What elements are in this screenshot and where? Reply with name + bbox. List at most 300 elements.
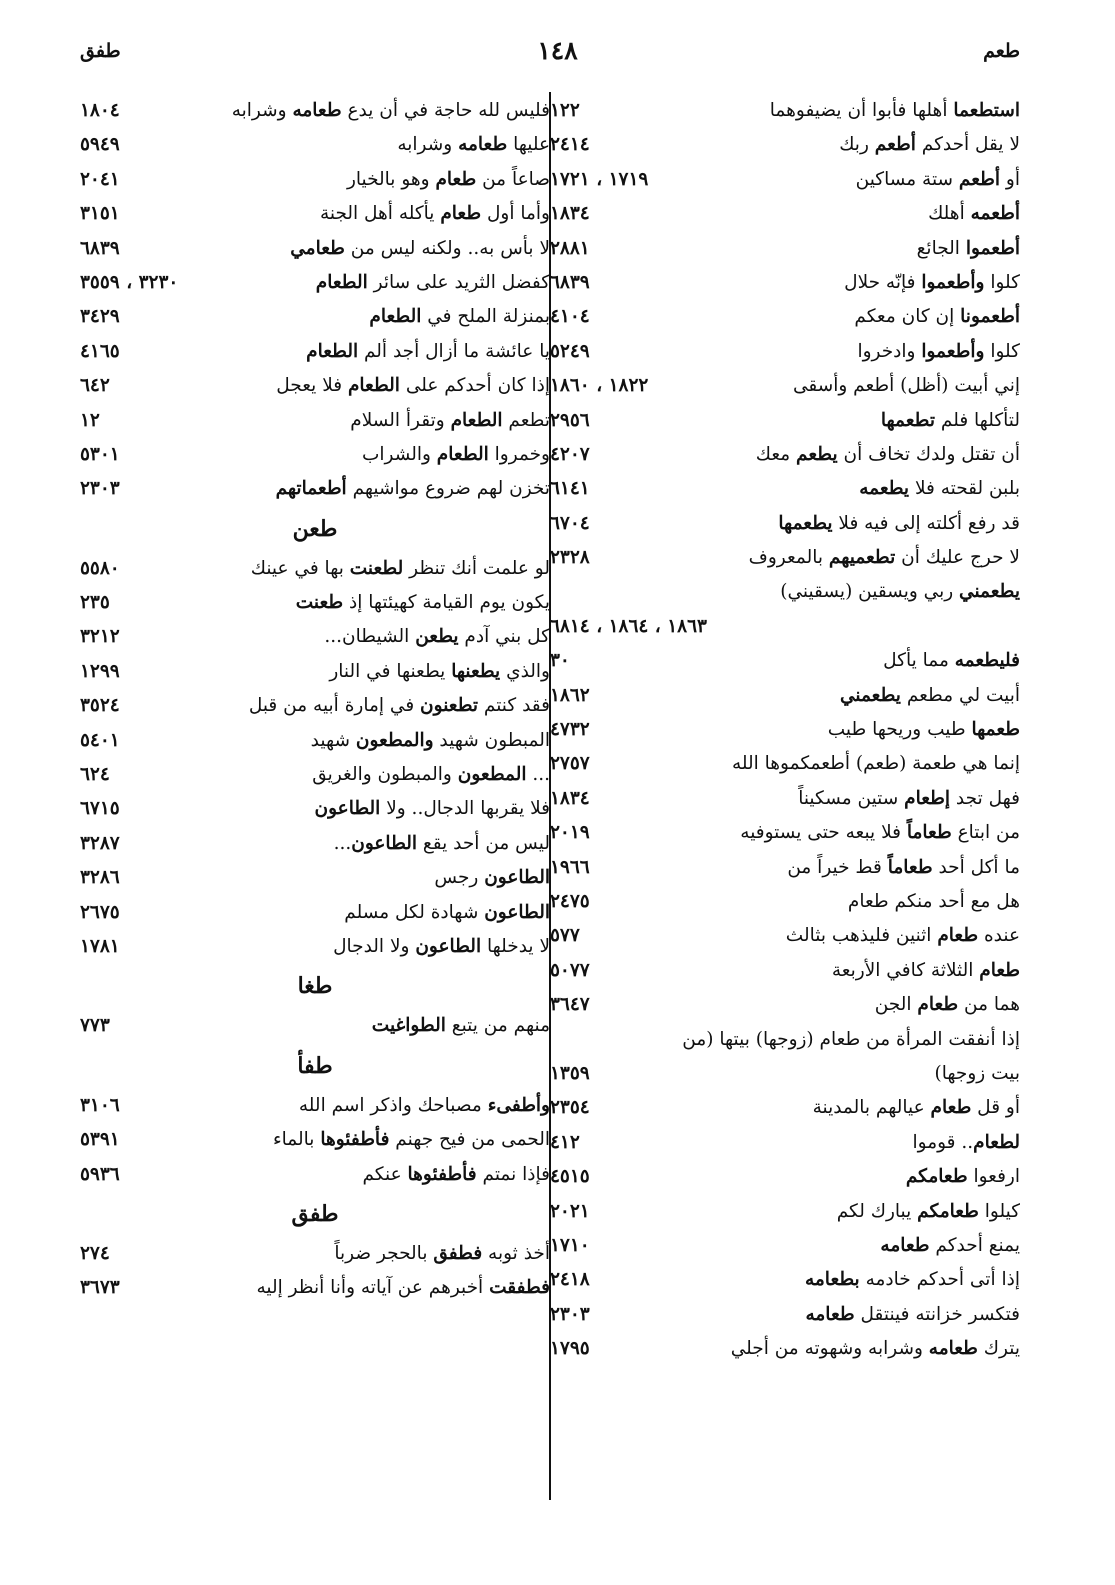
hadith-number: ٥٠٧٧	[550, 959, 590, 981]
entry-text	[856, 163, 1020, 197]
index-entry	[550, 747, 1020, 781]
index-entry	[550, 1229, 1020, 1263]
hadith-number: ١٧٩٥	[550, 1338, 590, 1360]
entry-text	[251, 552, 550, 586]
text-fragment: مما يأكل	[883, 650, 955, 672]
text-fragment: المبطون شهيد	[433, 729, 550, 751]
index-entry	[80, 128, 550, 162]
index-entry	[550, 919, 1020, 953]
index-entry	[80, 369, 550, 403]
index-entry	[80, 1123, 550, 1157]
keyword-highlight: فأطفئوها	[320, 1129, 390, 1151]
hadith-number: ٤١٠٤	[550, 306, 590, 328]
keyword-highlight: فطفقت	[489, 1277, 550, 1299]
text-fragment: عنده	[978, 925, 1020, 947]
entry-text	[434, 861, 550, 895]
keyword-highlight: فأطفئوها	[407, 1163, 477, 1185]
index-entry	[80, 404, 550, 438]
hadith-number: ٣٦٤٧	[550, 994, 590, 1016]
hadith-number: ١٨٠٤	[80, 100, 120, 121]
text-fragment: يمنع أحدكم	[929, 1234, 1020, 1256]
entry-text	[299, 1089, 550, 1123]
text-fragment: أو قل	[971, 1097, 1020, 1119]
text-fragment: بالماء	[272, 1129, 321, 1151]
text-fragment: فلا يبعه حتى يستوفيه	[740, 822, 907, 844]
entry-text	[778, 507, 1020, 541]
index-entry	[80, 896, 550, 930]
index-entry	[80, 586, 550, 620]
entry-text	[372, 1009, 550, 1043]
entry-text	[793, 369, 1020, 403]
keyword-highlight: طعام	[979, 959, 1020, 981]
hadith-number: ٣١٥١	[80, 203, 120, 225]
hadith-number: ٢٦٧٥	[80, 901, 120, 923]
text-fragment: ربي ويسقين (يسقيني)	[780, 581, 960, 603]
hadith-number: ٣٢٨٦	[80, 867, 120, 889]
index-entry	[550, 644, 1020, 678]
text-fragment: تخزن لهم ضروع مواشيهم	[346, 478, 550, 500]
keyword-highlight: الطعام	[450, 409, 503, 431]
keyword-highlight: يطعم	[796, 443, 838, 465]
entry-text	[731, 1332, 1020, 1366]
text-fragment: ما أكل أحد	[932, 856, 1020, 878]
keyword-highlight: المطعون	[457, 764, 527, 786]
text-fragment: لتأكلها فلم	[935, 409, 1020, 431]
entry-text	[397, 128, 550, 162]
hadith-number: ١٣٥٩	[550, 1062, 590, 1084]
hadith-number: ٢٧٥٧	[550, 753, 590, 775]
text-fragment: فليس لله حاجة في أن يدع	[341, 100, 550, 121]
keyword-highlight: طعام	[440, 203, 482, 225]
index-entry	[80, 827, 550, 861]
index-entry	[80, 689, 550, 723]
text-fragment: بيت زوجها)	[934, 1062, 1020, 1084]
hadith-number: ٥٩٤٩	[80, 134, 120, 156]
text-fragment: طيب وريحها طيب	[827, 719, 972, 741]
hadith-number: ٦٢٤	[80, 764, 110, 786]
index-entry	[550, 232, 1020, 266]
text-fragment: بها في عينك	[250, 557, 350, 579]
index-entry	[80, 792, 550, 826]
keyword-highlight: بطعامه	[804, 1269, 860, 1291]
text-fragment: ارفعوا	[967, 1166, 1020, 1188]
keyword-highlight: فطفق	[433, 1242, 483, 1264]
text-fragment: لا يقل أحدكم	[915, 134, 1020, 156]
root-heading: طفق	[291, 1200, 339, 1227]
entry-text	[786, 919, 1020, 953]
text-fragment: الحمى من فيح جهنم	[389, 1129, 550, 1151]
entry-text	[350, 404, 550, 438]
text-fragment: يكون يوم القيامة كهيئتها إذ	[343, 592, 550, 614]
hadith-number: ١٧١٩ ، ١٧٢١	[550, 168, 649, 190]
text-fragment: وتقرأ السلام	[350, 409, 451, 431]
text-fragment: لا حرج عليك أن	[895, 547, 1020, 569]
text-fragment: فقد كنتم	[478, 695, 550, 717]
hadith-number: ١٨٦٣ ، ١٨٦٤ ، ٦٨١٤	[550, 615, 707, 637]
left-column	[80, 94, 550, 1306]
text-fragment: لا يدخلها	[481, 935, 550, 957]
hadith-number: ٢٣٠٣	[80, 478, 120, 500]
index-entry	[550, 954, 1020, 988]
hadith-number: ٤٧٣٢	[550, 719, 590, 741]
keyword-highlight: تطعنون	[420, 695, 479, 717]
entry-text	[828, 713, 1020, 747]
keyword-highlight: طعامي	[290, 237, 345, 259]
index-entry	[550, 541, 1020, 575]
hadith-number: ١٨٣٤	[550, 787, 590, 809]
hadith-number: ١٨٣٤	[550, 203, 590, 225]
entry-text	[780, 575, 1020, 609]
index-entry	[550, 163, 1020, 197]
index-entry	[550, 1195, 1020, 1229]
keyword-highlight: يطعنها	[451, 660, 501, 682]
text-fragment: فإنّه حلال	[844, 271, 922, 293]
index-entry	[550, 1160, 1020, 1194]
entry-text	[756, 438, 1020, 472]
hadith-number: ٤١٦٥	[80, 340, 120, 362]
text-fragment: والمبطون والغريق	[312, 764, 458, 786]
entry-text	[256, 1271, 550, 1305]
text-fragment: تطعم	[502, 409, 550, 431]
text-fragment: كلوا	[984, 271, 1020, 293]
keyword-highlight: طعامكم	[905, 1166, 968, 1188]
text-fragment: وشرابه	[231, 100, 293, 121]
text-fragment: إذا كان أحدكم على	[399, 375, 550, 397]
text-fragment: لا بأس به.. ولكنه ليس من	[344, 237, 550, 259]
hadith-number: ٦٤٢	[80, 375, 110, 397]
hadith-number: ٦١٤١	[550, 478, 590, 500]
keyword-highlight: فليطعمه	[954, 650, 1020, 672]
entry-text	[832, 954, 1020, 988]
index-entry	[550, 1023, 1020, 1057]
text-fragment: صاعاً من	[476, 168, 550, 190]
keyword-highlight: الطاعون	[314, 798, 381, 820]
hadith-number: ٣٤٢٩	[80, 306, 120, 328]
text-fragment: ...	[526, 764, 550, 786]
text-fragment: فلا يقربها الدجال.. ولا	[380, 798, 550, 820]
text-fragment: أهلك	[928, 203, 971, 225]
keyword-highlight: طعام	[435, 168, 477, 190]
root-heading: طغا	[297, 973, 333, 1000]
text-fragment: ربك	[839, 134, 875, 156]
hadith-number: ٢٣٥	[80, 592, 110, 614]
text-fragment: شهادة لكل مسلم	[344, 901, 485, 923]
entry-text	[875, 988, 1020, 1022]
text-fragment: إني أبيت (أظل) أطعم وأسقى	[792, 375, 1020, 397]
entry-text	[857, 335, 1020, 369]
hadith-number: ٢٧٤	[80, 1242, 110, 1264]
text-fragment: مصباحك واذكر اسم الله	[298, 1094, 488, 1116]
hadith-number: ٣١٠٦	[80, 1094, 120, 1116]
text-fragment: ولا الدجال	[333, 935, 416, 957]
entry-text	[913, 1126, 1020, 1160]
entry-text	[334, 1237, 550, 1271]
entry-text	[232, 94, 550, 128]
root-heading: طفأ	[297, 1052, 333, 1079]
text-fragment: يأكله أهل الجنة	[319, 203, 441, 225]
text-fragment: يطعنها في النار	[329, 660, 452, 682]
keyword-highlight: أطعموا	[965, 237, 1020, 259]
entry-text	[316, 266, 550, 300]
entry-text	[837, 1195, 1020, 1229]
hadith-number: ٥٧٧	[550, 925, 580, 947]
index-entry	[550, 369, 1020, 403]
hadith-number: ١٢٩٩	[80, 660, 120, 682]
entry-text	[740, 816, 1020, 850]
keyword-highlight: يطعن	[415, 626, 459, 648]
header-last-root-word: طفق	[80, 40, 121, 62]
hadith-number: ٢٩٥٦	[550, 409, 590, 431]
index-entry	[80, 552, 550, 586]
keyword-highlight: الطعام	[306, 340, 359, 362]
text-fragment: منهم من يتبع	[445, 1015, 550, 1037]
keyword-highlight: الطعام	[347, 375, 400, 397]
text-fragment: عيالهم بالمدينة	[812, 1097, 931, 1119]
keyword-highlight: وأطعموا	[921, 340, 985, 362]
keyword-highlight: يطعمني	[959, 581, 1020, 603]
keyword-highlight: أطعماتهم	[275, 478, 347, 500]
text-fragment: قط خيراً من	[787, 856, 888, 878]
index-entry	[80, 1158, 550, 1192]
text-fragment: الشيطان...	[324, 626, 416, 648]
index-entry	[80, 472, 550, 506]
index-entry	[550, 988, 1020, 1022]
index-entry	[80, 930, 550, 964]
hadith-number: ٥٣٠١	[80, 443, 120, 465]
hadith-number: ٦٨٣٩	[550, 271, 590, 293]
text-fragment: إن كان معكم	[854, 306, 961, 328]
entry-text	[787, 851, 1020, 885]
keyword-highlight: لطعنت	[349, 557, 404, 579]
index-entry	[550, 679, 1020, 713]
index-entry	[550, 782, 1020, 816]
hadith-number: ٢٨٨١	[550, 237, 590, 259]
keyword-highlight: الطعام	[369, 306, 422, 328]
keyword-highlight: طعام	[937, 925, 979, 947]
keyword-highlight: طعنت	[295, 592, 344, 614]
index-entry	[550, 610, 1020, 644]
entry-text	[362, 438, 550, 472]
index-entry	[80, 620, 550, 654]
keyword-highlight: طعمها	[971, 719, 1020, 741]
hadith-number: ٥٢٤٩	[550, 340, 590, 362]
hadith-number: ٣٢٨٧	[80, 832, 120, 854]
hadith-number: ٢٤١٤	[550, 134, 590, 156]
hadith-number: ٣٥٢٤	[80, 695, 120, 717]
index-entry	[550, 851, 1020, 885]
page-number: ١٤٨	[537, 36, 578, 65]
text-fragment: يا عائشة ما أزال أجد ألم	[358, 340, 550, 362]
keyword-highlight: الطواغيت	[371, 1015, 446, 1037]
keyword-highlight: تطعمها	[880, 409, 935, 431]
text-fragment: وشرابه	[397, 134, 459, 156]
text-fragment: هل مع أحد منكم طعام	[847, 890, 1020, 912]
hadith-number: ٦٧٠٤	[550, 512, 590, 534]
hadith-number: ٢٠٢١	[550, 1200, 590, 1222]
hadith-number: ٥٥٨٠	[80, 557, 120, 579]
keyword-highlight: طعام	[917, 994, 959, 1016]
hadith-number: ١٧١٠	[550, 1234, 590, 1256]
index-entry	[550, 1263, 1020, 1297]
index-entry	[550, 1091, 1020, 1125]
index-entry	[550, 197, 1020, 231]
index-entry	[550, 1298, 1020, 1332]
text-fragment: إذا أتى أحدكم خادمه	[859, 1269, 1020, 1291]
keyword-highlight: وأطفىء	[487, 1094, 550, 1116]
entry-text	[732, 747, 1020, 781]
text-fragment: الجائع	[916, 237, 966, 259]
entry-text	[333, 930, 550, 964]
index-entry	[550, 575, 1020, 609]
entry-text	[881, 404, 1020, 438]
keyword-highlight: أطعم	[958, 168, 1001, 190]
entry-text	[306, 335, 550, 369]
index-entry	[80, 438, 550, 472]
text-fragment: بالمعروف	[748, 547, 829, 569]
text-fragment: يبارك لكم	[836, 1200, 918, 1222]
hadith-number: ١٧٨١	[80, 935, 120, 957]
text-fragment: إنما هي طعمة (طعم) أطعمكموها الله	[731, 753, 1020, 775]
text-fragment: بلبن لقحته فلا	[909, 478, 1020, 500]
index-entry	[80, 724, 550, 758]
entry-text	[848, 885, 1020, 919]
entry-text	[363, 1158, 551, 1192]
text-fragment: وادخروا	[857, 340, 922, 362]
entry-text	[880, 1229, 1020, 1263]
index-entry	[550, 266, 1020, 300]
keyword-highlight: أطعمه	[970, 203, 1020, 225]
entry-text	[276, 472, 550, 506]
text-fragment: أن تقتل ولدك تخاف أن	[837, 443, 1020, 465]
text-fragment: أو	[1000, 168, 1020, 190]
hadith-number: ٢٣٢٨	[550, 547, 590, 569]
entry-text	[854, 300, 1020, 334]
text-fragment: الثلاثة كافي الأربعة	[831, 959, 980, 981]
hadith-number: ٧٧٣	[80, 1015, 110, 1037]
entry-text	[311, 724, 550, 758]
hadith-number: ٢٤١٨	[550, 1269, 590, 1291]
index-entry	[80, 232, 550, 266]
keyword-highlight: الطعام	[315, 271, 368, 293]
entry-text	[749, 541, 1020, 575]
right-column	[550, 94, 1020, 1366]
entry-text	[329, 655, 550, 689]
index-entry	[80, 655, 550, 689]
entry-text	[249, 689, 550, 723]
keyword-highlight: الطاعون	[484, 901, 550, 923]
index-entry	[550, 507, 1020, 541]
hadith-number: ٣٠	[550, 650, 570, 672]
text-fragment: .. قوموا	[912, 1131, 974, 1153]
index-entry	[80, 266, 550, 300]
index-entry	[550, 438, 1020, 472]
hadith-number: ٣٢١٢	[80, 626, 120, 648]
index-entry	[550, 128, 1020, 162]
entry-text	[906, 1160, 1020, 1194]
hadith-number: ٦٨٣٩	[80, 237, 120, 259]
index-entry	[80, 94, 550, 128]
keyword-highlight: طعامه	[805, 1303, 855, 1325]
entry-text	[344, 896, 550, 930]
text-fragment: يترك	[977, 1338, 1020, 1360]
text-fragment: من ابتاع	[951, 822, 1020, 844]
entry-text	[844, 266, 1020, 300]
index-entry	[550, 1332, 1020, 1366]
text-fragment: بمنزلة الملح في	[421, 306, 550, 328]
keyword-highlight: طعامه	[928, 1338, 978, 1360]
hadith-number: ٢٣٠٣	[550, 1303, 590, 1325]
text-fragment: كل بني آدم	[458, 626, 550, 648]
keyword-highlight: طعامه	[292, 100, 342, 121]
index-entry	[550, 1126, 1020, 1160]
index-entry	[80, 197, 550, 231]
index-entry	[80, 758, 550, 792]
hadith-number: ١٨٦٢	[550, 684, 590, 706]
text-fragment: فتكسر خزانته فينتقل	[854, 1303, 1020, 1325]
text-fragment: قد رفع أكلته إلى فيه فلا	[832, 512, 1020, 534]
entry-text	[840, 679, 1020, 713]
keyword-highlight: إطعام	[904, 787, 951, 809]
text-fragment: شهيد	[310, 729, 356, 751]
text-fragment: وهو بالخيار	[346, 168, 436, 190]
entry-text	[770, 94, 1020, 128]
keyword-highlight: أطعمونا	[960, 306, 1020, 328]
index-entry	[80, 1271, 550, 1305]
index-entry	[80, 1009, 550, 1043]
text-fragment: إذا أنفقت المرأة من طعام (زوجها) بيتها (من	[682, 1028, 1020, 1050]
text-fragment: الجن	[874, 994, 918, 1016]
entry-text	[324, 620, 550, 654]
hadith-number: ٤١٢	[550, 1131, 580, 1153]
hadith-number: ١٢٢	[550, 100, 580, 121]
keyword-highlight: طعام	[930, 1097, 972, 1119]
index-entry	[80, 300, 550, 334]
root-heading: طعن	[292, 515, 338, 542]
entry-text	[805, 1298, 1020, 1332]
entry-text	[813, 1091, 1020, 1125]
keyword-highlight: الطاعون	[415, 935, 482, 957]
entry-text	[805, 1263, 1020, 1297]
entry-text	[883, 644, 1020, 678]
keyword-highlight: استطعما	[953, 100, 1020, 121]
keyword-highlight: طعامه	[880, 1234, 930, 1256]
hadith-number: ٣٢٣٠ ، ٣٥٥٩	[80, 271, 179, 293]
text-fragment: كفضل الثريد على سائر	[367, 271, 550, 293]
index-entry	[550, 1057, 1020, 1091]
keyword-highlight: طعامكم	[917, 1200, 979, 1222]
hadith-number: ٥٣٩١	[80, 1129, 120, 1151]
index-entry	[550, 885, 1020, 919]
entry-text	[276, 369, 550, 403]
index-entry	[550, 472, 1020, 506]
index-entry	[80, 1089, 550, 1123]
text-fragment: اثنين فليذهب بثالث	[785, 925, 938, 947]
text-fragment: ...	[333, 832, 352, 854]
hadith-number: ١٢	[80, 409, 100, 431]
index-entry	[550, 300, 1020, 334]
hadith-number: ٥٤٠١	[80, 729, 120, 751]
text-fragment: ليس من أحد يقع	[417, 832, 550, 854]
text-fragment: كلوا	[984, 340, 1020, 362]
entry-text	[928, 197, 1020, 231]
index-entry	[550, 713, 1020, 747]
entry-text	[935, 1057, 1020, 1091]
text-fragment: ستة مساكين	[855, 168, 959, 190]
keyword-highlight: الطاعون	[484, 867, 550, 889]
header-root-word: طعم	[983, 40, 1020, 62]
entry-text	[369, 300, 550, 334]
text-fragment: والذي	[500, 660, 550, 682]
